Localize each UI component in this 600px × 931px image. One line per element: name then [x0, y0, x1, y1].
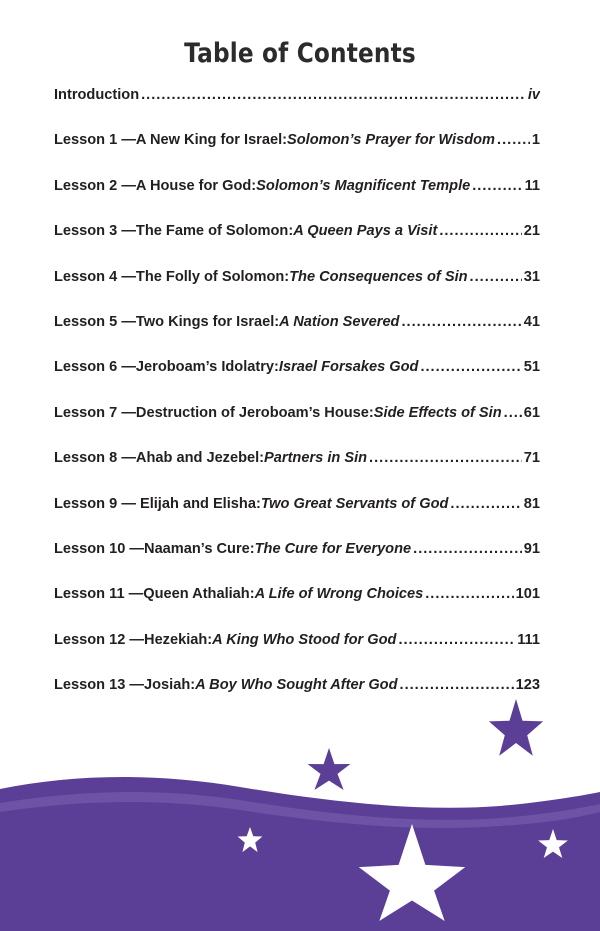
toc-entry-subtitle: Two Great Servants of God	[260, 495, 449, 512]
toc-entry-title: Lesson 9 — Elijah and Elisha:	[54, 495, 261, 512]
toc-entry-title: Lesson 5 —Two Kings for Israel:	[54, 313, 280, 330]
toc-entry-subtitle: Solomon’s Prayer for Wisdom	[287, 132, 496, 149]
toc-page-number: 41	[523, 313, 540, 330]
toc-entry-title: Lesson 12 —Hezekiah:	[54, 631, 213, 648]
toc-entry-title: Lesson 7 —Destruction of Jeroboam’s House:	[54, 404, 374, 421]
toc-page-number: 11	[524, 177, 540, 194]
toc-entry-title: Lesson 10 —Naaman’s Cure:	[54, 540, 255, 557]
toc-entry-subtitle: Solomon’s Magnificent Temple	[256, 177, 471, 194]
toc-page-number: 81	[523, 495, 540, 512]
toc-entry-subtitle: A Life of Wrong Choices	[254, 586, 424, 603]
toc-entry-subtitle: The Consequences of Sin	[289, 268, 468, 285]
toc-page-number: 1	[531, 132, 540, 149]
toc-page-number: 31	[523, 268, 540, 285]
toc-entry-title: Lesson 1 —A New King for Israel:	[54, 132, 288, 149]
toc-entry-subtitle: Side Effects of Sin	[373, 404, 502, 421]
toc-entry-title: Lesson 6 —Jeroboam’s Idolatry:	[54, 359, 279, 376]
toc-entry-title: Lesson 4 —The Folly of Solomon:	[54, 268, 290, 285]
toc-page-number: iv	[527, 87, 540, 103]
star-icon	[308, 748, 351, 790]
toc-page-number: 101	[515, 586, 540, 603]
toc-entry-subtitle: A King Who Stood for God	[212, 631, 397, 648]
toc-page-number: 21	[523, 223, 540, 240]
toc-entry-subtitle: The Cure for Everyone	[254, 540, 412, 557]
toc-page-number: 123	[515, 677, 540, 694]
toc-entry-subtitle: A Queen Pays a Visit	[293, 223, 438, 240]
toc-page-number: 91	[523, 540, 540, 557]
toc-entry-subtitle: A Nation Severed	[279, 313, 400, 330]
toc-entry-title: Lesson 3 —The Fame of Solomon:	[54, 223, 294, 240]
toc-page-number: 61	[523, 404, 540, 421]
page-title: Table of Contents	[184, 38, 416, 69]
toc-entry-subtitle: A Boy Who Sought After God	[195, 677, 398, 694]
toc-entry-title: Introduction	[54, 87, 140, 103]
toc-page-number: 111	[517, 631, 540, 648]
toc-entry-title: Lesson 11 —Queen Athaliah:	[54, 586, 255, 603]
toc-page-number: 71	[523, 450, 540, 467]
star-icon	[489, 699, 543, 756]
toc-entry-subtitle: Israel Forsakes God	[278, 359, 419, 376]
toc-entry-title: Lesson 13 —Josiah:	[54, 677, 196, 694]
toc-page-number: 51	[523, 359, 540, 376]
toc-entry-title: Lesson 2 —A House for God:	[54, 177, 257, 194]
toc-entry-title: Lesson 8 —Ahab and Jezebel:	[54, 450, 265, 467]
toc-entry-subtitle: Partners in Sin	[264, 450, 368, 467]
